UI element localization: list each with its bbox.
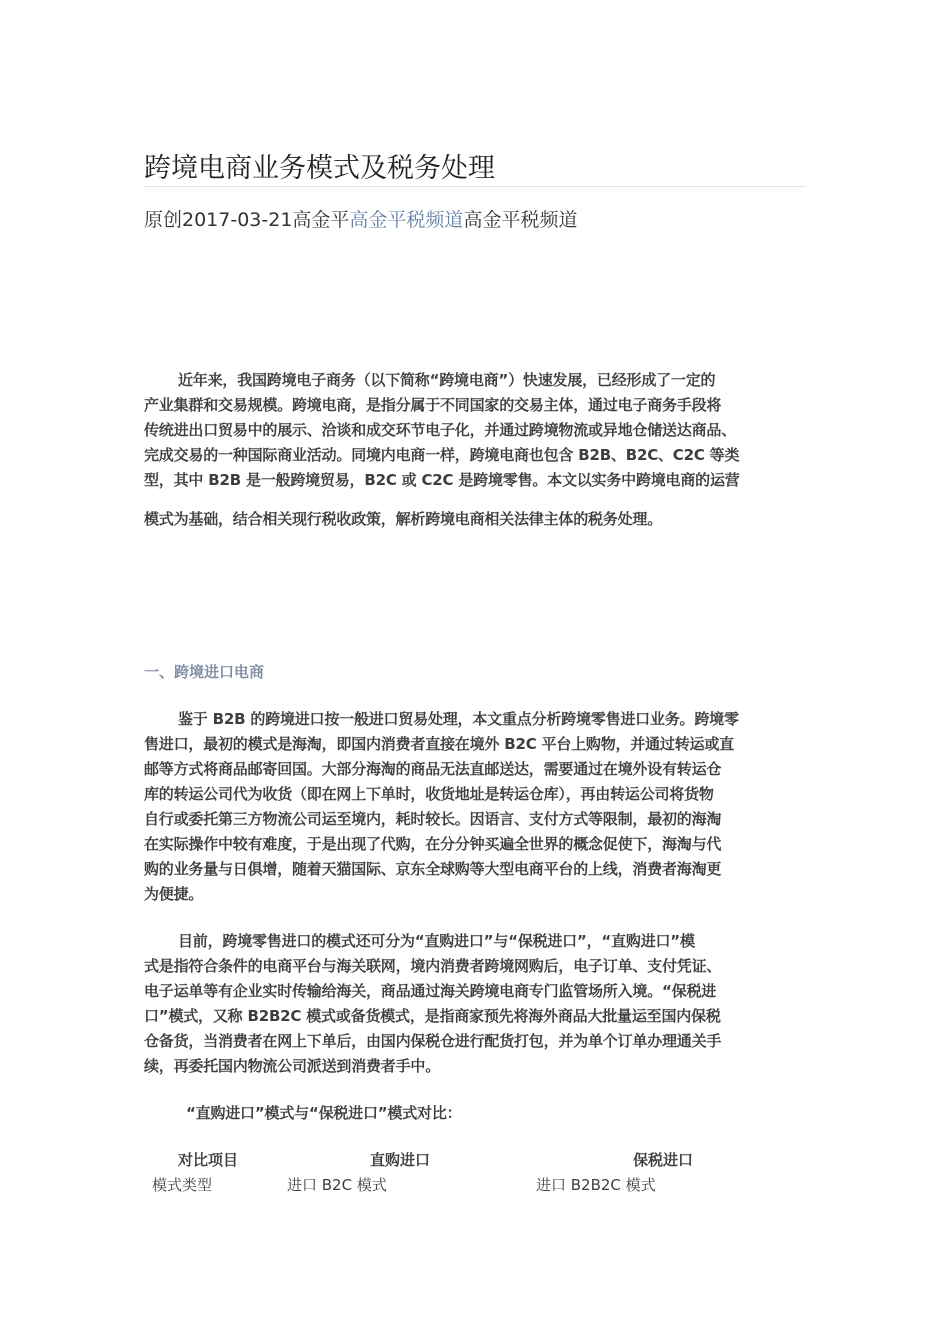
paragraph-line: 为便捷。	[144, 885, 204, 903]
article-meta	[144, 206, 577, 234]
table-cell: 模式类型	[152, 1176, 213, 1194]
paragraph-line: 库的转运公司代为收货（即在网上下单时，收货地址是转运仓库），再由转运公司将货物	[144, 785, 714, 803]
paragraph-line: 目前，跨境零售进口的模式还可分为“直购进口”与“保税进口”，“直购进口”模	[178, 932, 695, 950]
intro-line: 传统进出口贸易中的展示、洽谈和成交环节电子化，并通过跨境物流或异地仓储送达商品、	[144, 421, 737, 439]
paragraph-line: 口”模式，又称 B2B2C 模式或备货模式，是指商家预先将海外商品大批量运至国内保税	[144, 1007, 721, 1025]
meta-date-author: 原创2017-03-21高金平	[144, 209, 350, 231]
section1-paragraph-2	[144, 929, 806, 1079]
paragraph-line: 电子运单等有企业实时传输给海关，商品通过海关跨境电商专门监管场所入境。“保税进	[144, 982, 717, 1000]
table-header-direct: 直购进口	[370, 1151, 431, 1169]
table-header-row	[144, 1148, 806, 1173]
paragraph-line: 续，再委托国内物流公司派送到消费者手中。	[144, 1057, 441, 1075]
account-link[interactable]: 高金平税频道	[349, 209, 464, 231]
table-cell: 进口 B2C 模式	[287, 1176, 387, 1194]
paragraph-line: 售进口，最初的模式是海淘，即国内消费者直接在境外 B2C 平台上购物，并通过转运或直	[144, 735, 734, 753]
comparison-intro	[144, 1101, 806, 1126]
intro-line: 产业集群和交易规模。跨境电商，是指分属于不同国家的交易主体，通过电子商务手段将	[144, 396, 722, 414]
table-header-item: 对比项目	[178, 1151, 239, 1169]
section-heading: 一、跨境进口电商	[144, 663, 265, 681]
paragraph-line: 鉴于 B2B 的跨境进口按一般进口贸易处理，本文重点分析跨境零售进口业务。跨境零	[178, 710, 739, 728]
intro-line: 完成交易的一种国际商业活动。同境内电商一样，跨境电商也包含 B2B、B2C、C2C 等类	[144, 446, 740, 464]
intro-line: 型，其中 B2B 是一般跨境贸易，B2C 或 C2C 是跨境零售。本文以实务中跨境电商的运营	[144, 471, 740, 489]
account-name: 高金平税频道	[463, 209, 578, 231]
table-header-bonded: 保税进口	[633, 1151, 694, 1169]
table-row	[144, 1173, 806, 1198]
article-title: 跨境电商业务模式及税务处理	[144, 153, 495, 185]
section1-paragraph-1	[144, 707, 806, 907]
paragraph-line: 仓备货，当消费者在网上下单后，由国内保税仓进行配货打包，并为单个订单办理通关手	[144, 1032, 722, 1050]
comparison-table	[144, 1148, 806, 1198]
paragraph-line: 购的业务量与日俱增，随着天猫国际、京东全球购等大型电商平台的上线，消费者海淘更	[144, 860, 722, 878]
paragraph-line: 式是指符合条件的电商平台与海关联网，境内消费者跨境网购后，电子订单、支付凭证、	[144, 957, 722, 975]
table-cell: 进口 B2B2C 模式	[536, 1176, 656, 1194]
intro-line: 模式为基础，结合相关现行税收政策，解析跨境电商相关法律主体的税务处理。	[144, 510, 663, 528]
paragraph-line: 自行或委托第三方物流公司运至境内，耗时较长。因语言、支付方式等限制，最初的海淘	[144, 810, 722, 828]
intro-line: 近年来，我国跨境电子商务（以下简称“跨境电商”）快速发展，已经形成了一定的	[178, 371, 716, 389]
comparison-intro-line: “直购进口”模式与“保税进口”模式对比：	[186, 1104, 462, 1122]
intro-paragraph	[144, 368, 806, 532]
paragraph-line: 邮等方式将商品邮寄回国。大部分海淘的商品无法直邮送达，需要通过在境外设有转运仓	[144, 760, 722, 778]
paragraph-line: 在实际操作中较有难度，于是出现了代购，在分分钟买遍全世界的概念促使下，海淘与代	[144, 835, 722, 853]
title-divider	[144, 186, 806, 187]
